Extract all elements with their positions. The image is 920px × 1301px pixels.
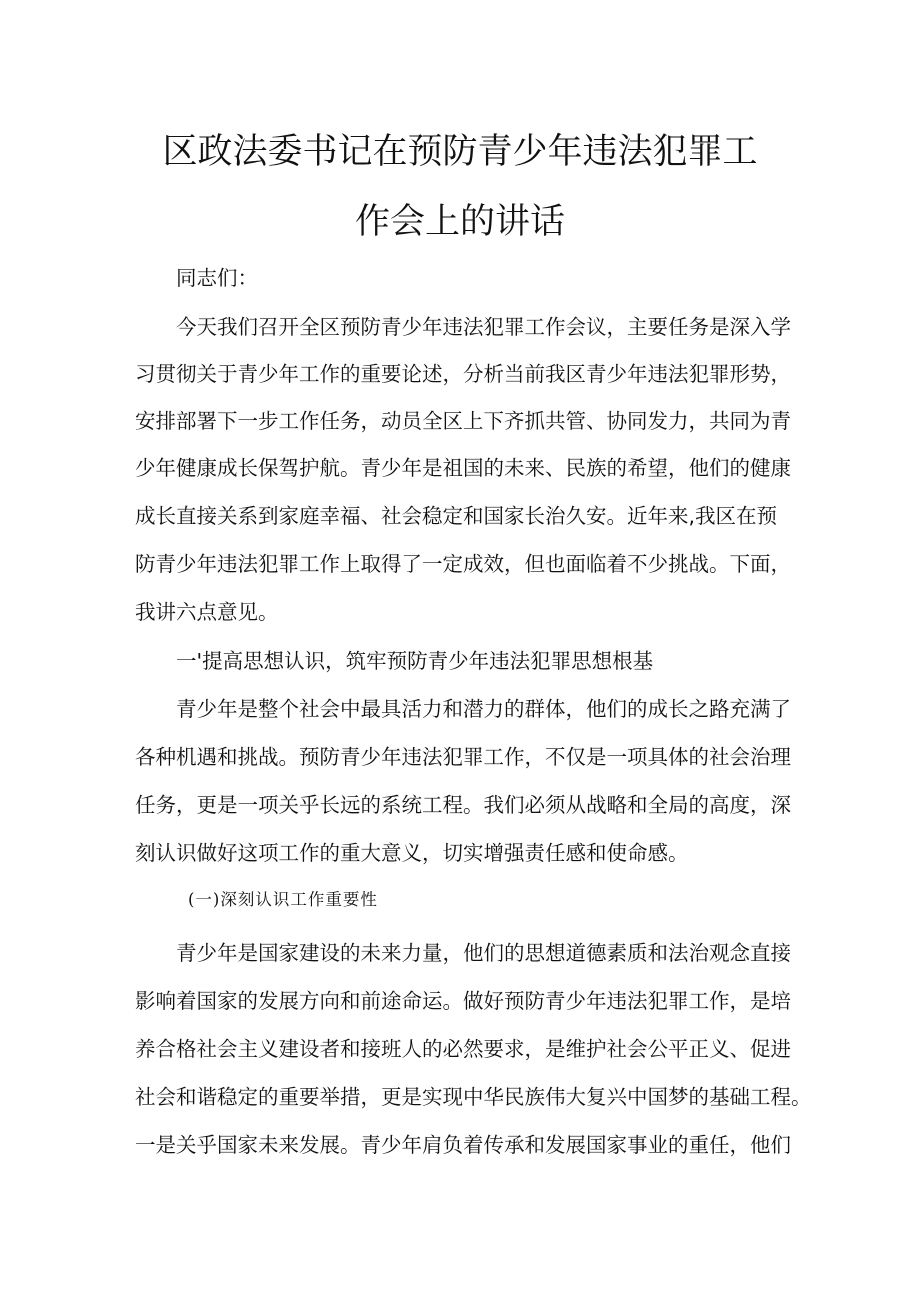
document-title-line-2: 作会上的讲话 bbox=[354, 202, 565, 242]
paragraph-2-line: 任务，更是一项关乎长远的系统工程。我们必须从战略和全局的高度，深 bbox=[135, 793, 791, 817]
paragraph-1-line: 防青少年违法犯罪工作上取得了一定成效，但也面临着不少挑战。下面， bbox=[135, 552, 791, 576]
subsection-heading: (一)深刻认识工作重要性 bbox=[188, 890, 378, 909]
paragraph-2-line: 刻认识做好这项工作的重大意义，切实增强责任感和使命感。 bbox=[135, 841, 689, 865]
paragraph-1-line: 安排部署下一步工作任务，动员全区上下齐抓共管、协同发力，共同为青 bbox=[135, 409, 791, 433]
paragraph-3-line: 养合格社会主义建设者和接班人的必然要求，是维护社会公平正义、促进 bbox=[135, 1037, 791, 1061]
paragraph-3-line: 青少年是国家建设的未来力量，他们的思想道德素质和法治观念直接 bbox=[176, 941, 791, 965]
paragraph-1-line: 成长直接关系到家庭幸福、社会稳定和国家长治久安。近年来,我区在预 bbox=[135, 504, 778, 528]
paragraph-3-line: 社会和谐稳定的重要举措，更是实现中华民族伟大复兴中国梦的基础工程。 bbox=[135, 1085, 812, 1109]
paragraph-3-line: 一是关乎国家未来发展。青少年肩负着传承和发展国家事业的重任，他们 bbox=[135, 1133, 791, 1157]
paragraph-3-line: 影响着国家的发展方向和前途命运。做好预防青少年违法犯罪工作，是培 bbox=[135, 989, 791, 1013]
paragraph-1-line: 少年健康成长保驾护航。青少年是祖国的未来、民族的希望，他们的健康 bbox=[135, 456, 791, 480]
paragraph-1-line: 习贯彻关于青少年工作的重要论述，分析当前我区青少年违法犯罪形势， bbox=[135, 362, 791, 386]
section-heading: 一'提高思想认识，筑牢预防青少年违法犯罪思想根基 bbox=[176, 649, 654, 673]
document-title-line-1: 区政法委书记在预防青少年违法犯罪工 bbox=[162, 132, 758, 172]
paragraph-1-line: 今天我们召开全区预防青少年违法犯罪工作会议，主要任务是深入学 bbox=[176, 315, 791, 339]
paragraph-1-line: 我讲六点意见。 bbox=[135, 600, 279, 624]
paragraph-2-line: 青少年是整个社会中最具活力和潜力的群体，他们的成长之路充满了 bbox=[176, 697, 791, 721]
paragraph-2-line: 各种机遇和挑战。预防青少年违法犯罪工作，不仅是一项具体的社会治理 bbox=[135, 745, 791, 769]
salutation: 同志们： bbox=[176, 266, 258, 290]
